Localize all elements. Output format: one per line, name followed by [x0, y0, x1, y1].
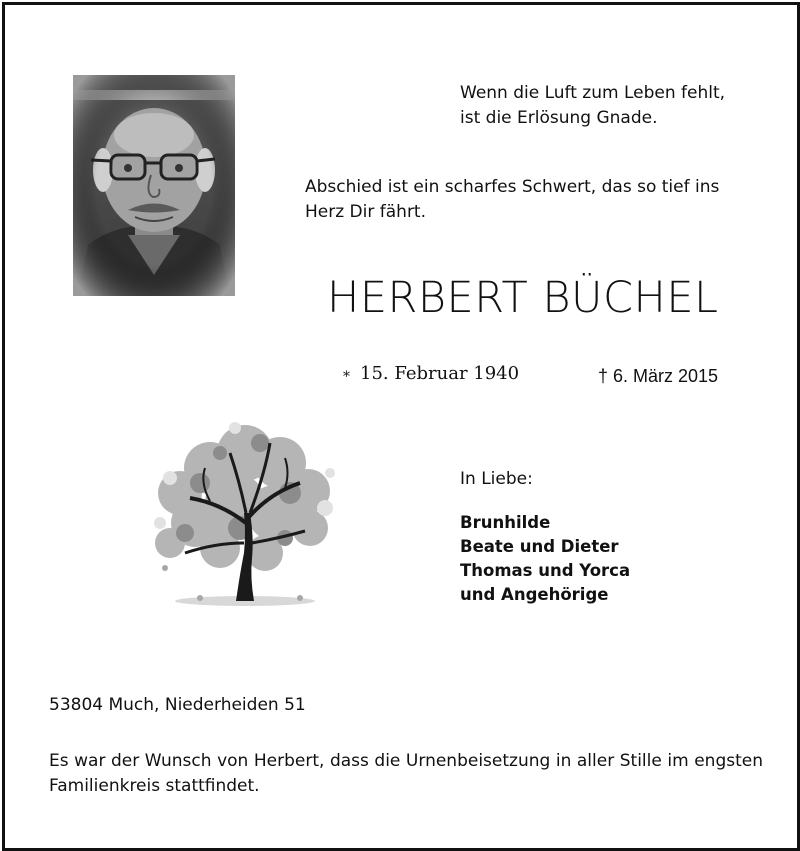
address: 53804 Much, Niederheiden 51	[49, 695, 306, 715]
tree-illustration	[140, 413, 345, 613]
quote-second-line2: Herz Dir fährt.	[305, 202, 427, 222]
mourners-heading: In Liebe:	[460, 469, 533, 489]
obituary-frame	[2, 2, 800, 851]
deceased-name: HERBERT BÜCHEL	[327, 273, 719, 323]
birth-star-icon: *	[343, 369, 350, 385]
mourner-name: Thomas und Yorca	[460, 561, 631, 580]
portrait-photo	[73, 75, 235, 296]
quote-top	[460, 81, 725, 131]
quote-second-line1: Abschied ist ein scharfes Schwert, das so tief ins	[305, 177, 720, 197]
mourner-name: Brunhilde	[460, 513, 551, 532]
mourners-list	[460, 511, 630, 607]
burial-note: Es war der Wunsch von Herbert, dass die Urnenbeisetzung in aller Stille im engsten Familienkreis stattfindet.	[49, 751, 763, 796]
mourner-name: Beate und Dieter	[460, 537, 619, 556]
quote-top-line2: ist die Erlösung Gnade.	[460, 108, 658, 128]
death-date: † 6. März 2015	[598, 366, 719, 386]
quote-top-line1: Wenn die Luft zum Leben fehlt,	[460, 83, 726, 103]
mourner-name: und Angehörige	[460, 585, 609, 604]
birth-line	[343, 363, 519, 384]
quote-second	[305, 175, 719, 225]
birth-date: 15. Februar 1940	[360, 363, 520, 384]
